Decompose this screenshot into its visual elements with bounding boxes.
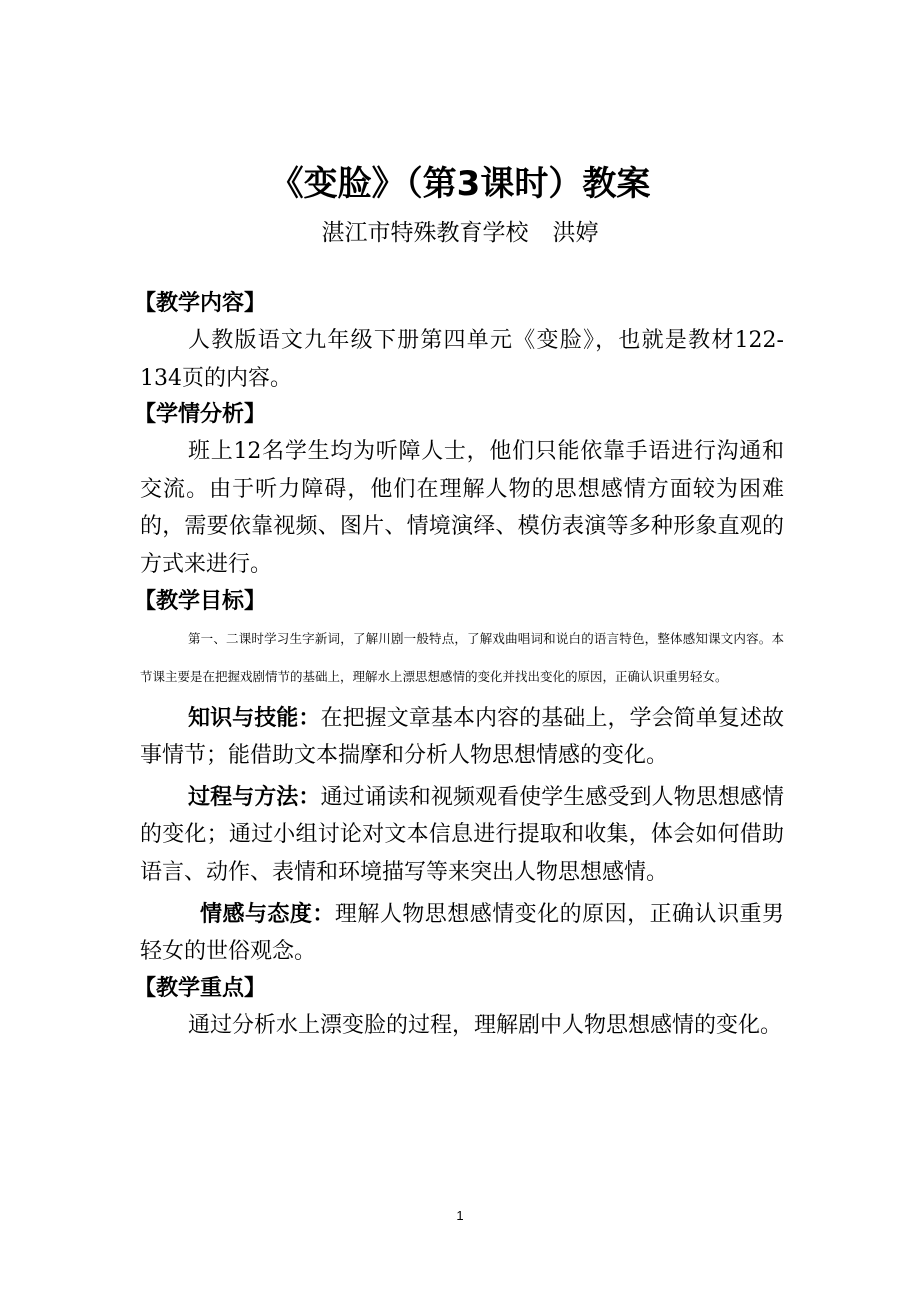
author-school: 湛江市特殊教育学校 (321, 220, 529, 246)
key-points-paragraph: 通过分析水上漂变脸的过程，理解剧中人物思想感情的变化。 (188, 1012, 783, 1038)
objectives-intro-paragraph: 第一、二课时学习生字新词，了解川剧一般特点，了解戏曲唱词和说白的语言特色，整体感知课文内容。本节课主要是在把握戏剧情节的基础上，理解水上漂思想感情的变化并找出变化的原因，正确认识重男轻女。 (140, 630, 784, 684)
objective-process (140, 779, 784, 892)
objective-emotion-label: 情感与态度： (200, 901, 335, 927)
page-number: 1 (456, 1208, 464, 1223)
section-heading-key-points: 【教学重点】 (134, 975, 267, 1001)
author-name: 洪婷 (552, 220, 599, 246)
author-line (0, 216, 920, 250)
objective-emotion (140, 896, 784, 971)
objective-emotion-text: 理解人物思想感情变化的原因，正确认识重男轻女的世俗观念。 (140, 901, 784, 965)
objective-knowledge-label: 知识与技能： (188, 705, 321, 731)
content-paragraph: 人教版语文九年级下册第四单元《变脸》，也就是教材122-134页的内容。 (140, 328, 784, 391)
section-heading-content: 【教学内容】 (134, 291, 267, 316)
objective-knowledge (140, 700, 784, 775)
document-body (134, 286, 784, 1044)
section-heading-analysis: 【学情分析】 (134, 402, 267, 428)
document-title: 《变脸》（第3课时）教案 (269, 164, 651, 204)
objective-knowledge-text: 在把握文章基本内容的基础上，学会简单复述故事情节；能借助文本揣摩和分析人物思想情感的变化。 (140, 705, 784, 769)
section-heading-objectives: 【教学目标】 (134, 588, 267, 614)
objective-process-text: 通过诵读和视频观看使学生感受到人物思想感情的变化；通过小组讨论对文本信息进行提取和收集，体会如何借助语言、动作、表情和环境描写等来突出人物思想感情。 (140, 784, 784, 885)
analysis-paragraph: 班上12名学生均为听障人士，他们只能依靠手语进行沟通和交流。由于听力障碍，他们在理解人物的思想感情方面较为困难的，需要依靠视频、图片、情境演绎、模仿表演等多种形象直观的方式来进行。 (140, 439, 784, 577)
objective-process-label: 过程与方法： (188, 784, 321, 810)
